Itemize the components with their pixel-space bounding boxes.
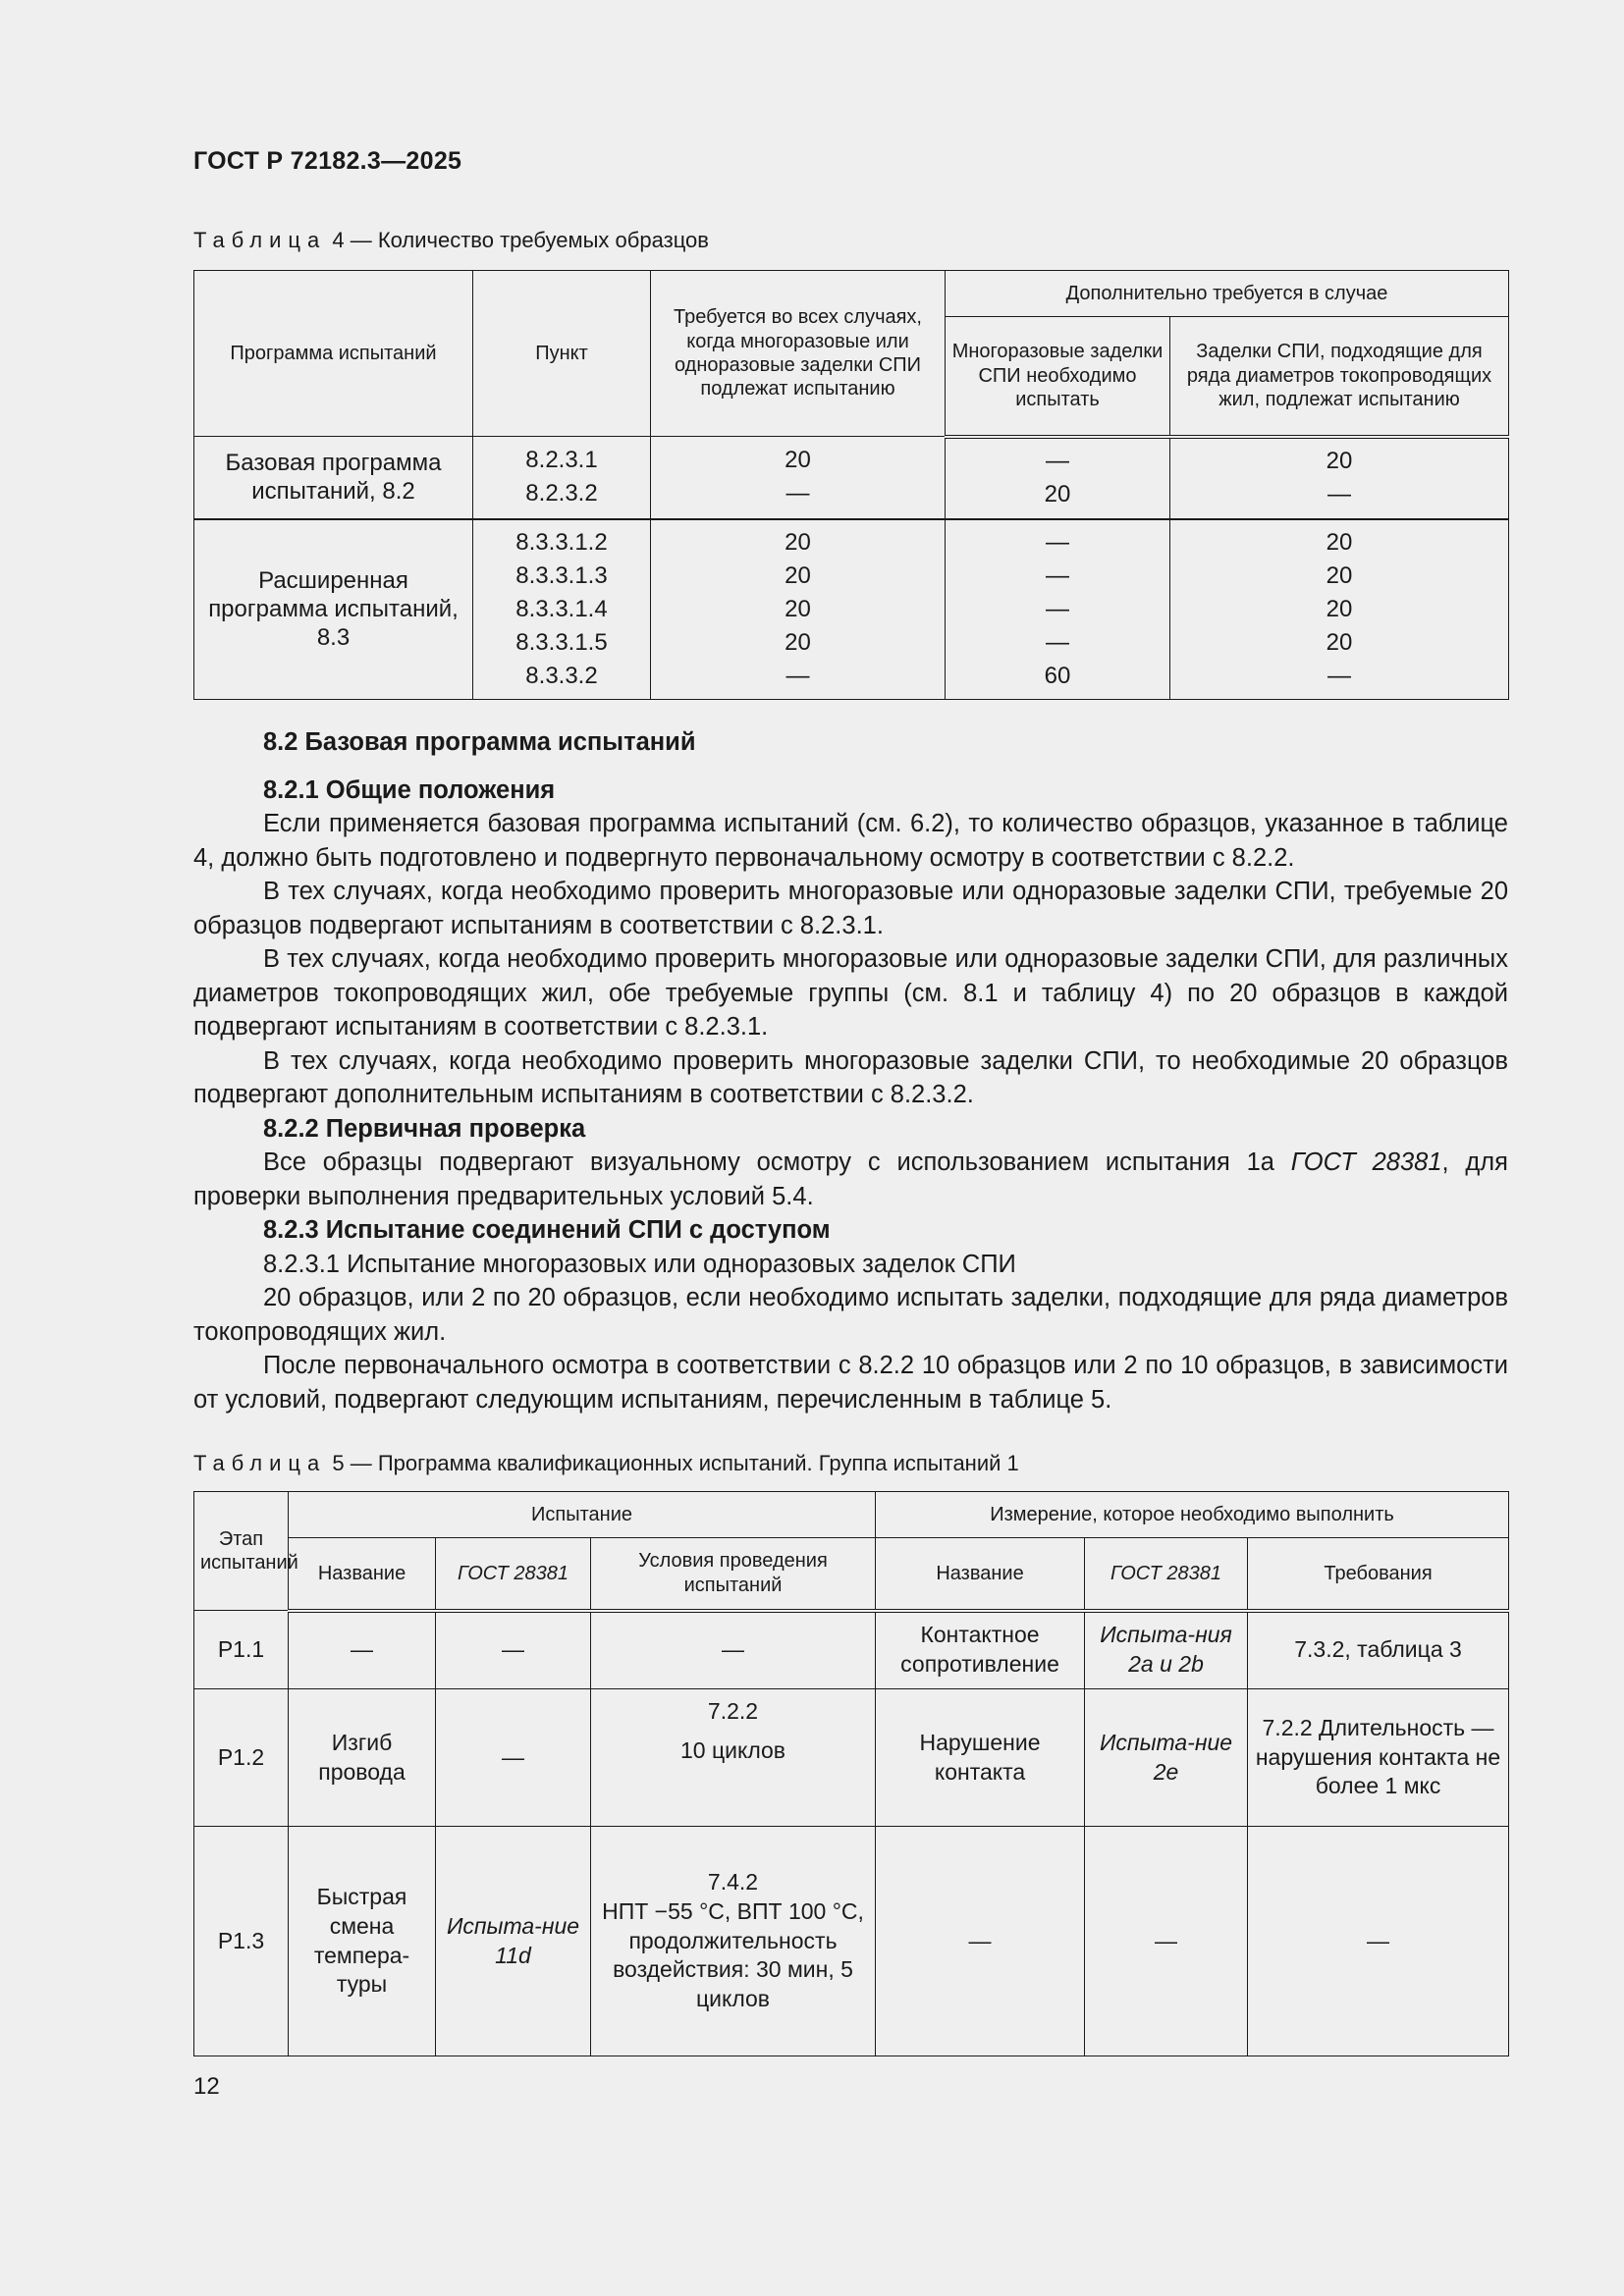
table4-clause-value: 8.3.3.1.5 xyxy=(515,628,608,656)
table4-value: 20 xyxy=(1326,628,1353,656)
table5-header-stage: Этап испытаний xyxy=(194,1492,289,1611)
table4-header-reusable: Многоразовые заделки СПИ необходимо испытать xyxy=(946,317,1170,437)
section-heading-8-2-2: 8.2.2 Первичная проверка xyxy=(263,1114,586,1143)
table5-meas-name: Контактное сопротивление xyxy=(876,1611,1085,1689)
table4-value: 20 xyxy=(1326,448,1353,474)
subsection-heading-8-2-3-1: 8.2.3.1 Испытание многоразовых или одноразовых заделок СПИ xyxy=(263,1250,1016,1278)
table4-caption-prefix: Таблица xyxy=(193,228,327,252)
table4-value: — xyxy=(1046,628,1069,656)
section-heading-8-2-1: 8.2.1 Общие положения xyxy=(263,775,556,804)
table4-range-cell xyxy=(1170,437,1509,519)
table5-stage: P1.1 xyxy=(194,1611,289,1689)
table5-meas-req: 7.3.2, таблица 3 xyxy=(1248,1611,1509,1689)
table4-clause-value: 8.2.3.2 xyxy=(525,480,598,507)
table4-caption xyxy=(193,228,709,253)
table5-meas-name: Нарушение контакта xyxy=(876,1689,1085,1827)
table5-header-test-conditions: Условия проведения испытаний xyxy=(591,1538,876,1611)
table4-value: — xyxy=(1046,561,1069,589)
paragraph: В тех случаях, когда необходимо проверить многоразовые или одноразовые заделки СПИ, требуемые 20 образцов подвергают испытаниям в соответствии с 8.2.3.1. xyxy=(193,878,1508,939)
table4-value: 20 xyxy=(785,628,811,656)
table5-meas-gost: Испыта-ние 2e xyxy=(1085,1689,1248,1827)
table4-reusable-cell xyxy=(946,519,1170,700)
table5-stage: P1.3 xyxy=(194,1827,289,2056)
table4-value: 60 xyxy=(1044,662,1071,689)
table4-reusable-cell xyxy=(946,437,1170,519)
table4-program-cell: Базовая программа испытаний, 8.2 xyxy=(194,437,473,519)
table4-clause-cell xyxy=(473,437,651,519)
table5-conditions-clause: 7.2.2 xyxy=(707,1698,759,1724)
page-number: 12 xyxy=(193,2073,220,2100)
table4-clause-value: 8.3.3.1.3 xyxy=(515,561,608,589)
table4-value: 20 xyxy=(785,528,811,556)
table4-clause-value: 8.2.3.1 xyxy=(525,447,598,474)
table4-value: — xyxy=(785,662,810,689)
paragraph: 20 образцов, или 2 по 20 образцов, если необходимо испытать заделки, подходящие для ряда диаметров токопроводящих жил. xyxy=(193,1284,1508,1346)
paragraph: После первоначального осмотра в соответствии с 8.2.2 10 образцов или 2 по 10 образцов, в зависимости от условий, подвергают следующим испытаниям, перечисленным в таблице 5. xyxy=(193,1352,1508,1414)
table5-meas-gost: Испыта-ния 2а и 2b xyxy=(1085,1611,1248,1689)
table4-value: 20 xyxy=(785,447,811,474)
paragraph: Если применяется базовая программа испытаний (см. 6.2), то количество образцов, указанное в таблице 4, должно быть подготовлено и подвергнуто первоначальному осмотру в соответствии с 8.2.2. xyxy=(193,810,1508,872)
table4-value: 20 xyxy=(785,595,811,622)
table5-meas-name: — xyxy=(876,1827,1085,2056)
table4-value: 20 xyxy=(1326,595,1353,622)
table5-header-test-gost: ГОСТ 28381 xyxy=(436,1538,591,1611)
table4 xyxy=(193,270,1509,700)
table4-value: — xyxy=(785,480,810,507)
table5-caption-prefix: Таблица xyxy=(193,1451,327,1475)
table5-header-measurement: Измерение, которое необходимо выполнить xyxy=(876,1492,1509,1538)
document-header: ГОСТ Р 72182.3—2025 xyxy=(193,147,462,175)
table5-meas-req: 7.2.2 Длительность — нарушения контакта не более 1 мкс xyxy=(1248,1689,1509,1827)
paragraph-text: Все образцы подвергают визуальному осмотру с использованием испытания 1а xyxy=(263,1148,1291,1176)
paragraph-text: , для проверки выполнения предварительных условий 5.4. xyxy=(193,1148,1508,1210)
table5-stage: P1.2 xyxy=(194,1689,289,1827)
paragraph xyxy=(193,1146,1508,1213)
table5-caption xyxy=(193,1451,1019,1476)
table4-caption-text: 4 — Количество требуемых образцов xyxy=(326,228,709,252)
table5 xyxy=(193,1491,1509,2056)
paragraph: В тех случаях, когда необходимо проверить многоразовые заделки СПИ, то необходимые 20 образцов подвергают дополнительным испытаниям в соответствии с 8.2.3.2. xyxy=(193,1046,1508,1108)
table4-value: — xyxy=(1046,448,1069,474)
table5-test-gost: — xyxy=(436,1611,591,1689)
table5-meas-gost: — xyxy=(1085,1827,1248,2056)
table4-required-all-cell xyxy=(651,437,946,519)
table4-clause-value: 8.3.3.1.2 xyxy=(515,528,608,556)
table4-value: — xyxy=(1327,481,1351,507)
table5-test-name: Быстрая смена темпера-туры xyxy=(289,1827,436,2056)
table5-caption-text: 5 — Программа квалификационных испытаний. Группа испытаний 1 xyxy=(326,1451,1019,1475)
standard-reference: ГОСТ 28381 xyxy=(1290,1148,1442,1176)
table4-range-cell xyxy=(1170,519,1509,700)
section-8-2-body xyxy=(193,725,1508,1416)
table-row xyxy=(194,1827,1509,2056)
table5-test-gost: Испыта-ние 11d xyxy=(436,1827,591,2056)
table4-header-clause: Пункт xyxy=(473,271,651,437)
table5-conditions xyxy=(591,1689,876,1827)
table5-meas-req: — xyxy=(1248,1827,1509,2056)
table4-value: — xyxy=(1046,595,1069,622)
table5-conditions-text: 10 циклов xyxy=(680,1736,786,1763)
table5-test-gost: — xyxy=(436,1689,591,1827)
section-heading-8-2-3: 8.2.3 Испытание соединений СПИ с доступом xyxy=(263,1216,831,1244)
table5-header-meas-name: Название xyxy=(876,1538,1085,1611)
section-heading-8-2: 8.2 Базовая программа испытаний xyxy=(263,728,696,756)
table4-value: 20 xyxy=(1326,561,1353,589)
table5-test-name: — xyxy=(289,1611,436,1689)
table4-program-cell: Расширенная программа испытаний, 8.3 xyxy=(194,519,473,700)
table4-value: 20 xyxy=(785,561,811,589)
table4-value: — xyxy=(1327,662,1351,689)
table5-header-test: Испытание xyxy=(289,1492,876,1538)
table4-required-all-cell xyxy=(651,519,946,700)
table4-clause-value: 8.3.3.2 xyxy=(525,662,598,689)
table4-header-required-all: Требуется во всех случаях, когда многоразовые или одноразовые заделки СПИ подлежат испытанию xyxy=(651,271,946,437)
table4-header-additional: Дополнительно требуется в случае xyxy=(946,271,1509,317)
table4-header-program: Программа испытаний xyxy=(194,271,473,437)
table4-header-range: Заделки СПИ, подходящие для ряда диаметров токопроводящих жил, подлежат испытанию xyxy=(1170,317,1509,437)
table4-clause-value: 8.3.3.1.4 xyxy=(515,595,608,622)
paragraph: В тех случаях, когда необходимо проверить многоразовые или одноразовые заделки СПИ, для различных диаметров токопроводящих жил, обе требуемые группы (см. 8.1 и таблицу 4) по 20 образцов в каждой подвергают испытаниям в соответствии с 8.2.3.1. xyxy=(193,945,1508,1041)
table5-conditions-text: НПТ −55 °С, ВПТ 100 °С, продолжительность воздействия: 30 мин, 5 циклов xyxy=(602,1897,864,2012)
table-row xyxy=(194,1611,1509,1689)
table5-header-test-name: Название xyxy=(289,1538,436,1611)
table4-value: 20 xyxy=(1044,481,1071,507)
table4-value: 20 xyxy=(1326,528,1353,556)
table5-header-meas-req: Требования xyxy=(1248,1538,1509,1611)
table5-header-meas-gost: ГОСТ 28381 xyxy=(1085,1538,1248,1611)
table4-value: — xyxy=(1046,528,1069,556)
table5-conditions xyxy=(591,1827,876,2056)
table5-test-name: Изгиб провода xyxy=(289,1689,436,1827)
table5-conditions-clause: 7.4.2 xyxy=(707,1868,759,1895)
table5-conditions: — xyxy=(591,1611,876,1689)
table-row xyxy=(194,1689,1509,1827)
table4-clause-cell xyxy=(473,519,651,700)
